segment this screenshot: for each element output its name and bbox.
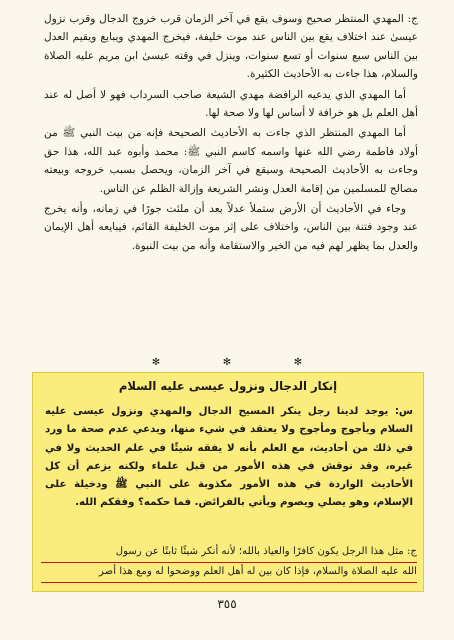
- section-separator: [150, 357, 304, 368]
- answer-line: ج: مثل هذا الرجل يكون كافرًا والعياذ بالله؛ لأنه أنكر شيئًا ثابتًا عن رسول: [41, 543, 417, 563]
- answer-line: الله عليه الصلاة والسلام، فإذا كان بين له أهل العلم ووضحوا له ومع هذا أصر: [41, 563, 417, 583]
- paragraph: وجاء في الأحاديث أن الأرض ستملأ عدلاً بعد أن ملئت جورًا في زمانه، وأنه يخرج عند وجود فتنة بين الناس، واختلاف على إثر موت الخليفة القائم، فيبايعه أهل الإيمان والعدل بما يظهر لهم فيه من الخير والاستقامة وأنه من بيت النبوة.: [44, 203, 418, 252]
- asterism-icon: ✻: [222, 357, 232, 368]
- section-title: إنكار الدجال ونزول عيسى عليه السلام: [118, 379, 338, 393]
- asterism-icon: ✻: [151, 357, 161, 368]
- paragraph: أما المهدي الذي يدعيه الرافضة مهدي الشيعة صاحب السرداب فهو لا أصل له عند أهل العلم بل هو خرافة لا أساس لها ولا صحة لها.: [44, 88, 418, 120]
- question-text: س: يوجد لدينا رجل ينكر المسيح الدجال والمهدي ونزول عيسى عليه السلام ويأجوج ومأجوج ولا يعتقد في شيء منها، ويدعي عدم صحة ما ورد في ذلك من أحاديث، مع العلم بأنه لا يفقه شيئًا في علم الحديث ولا في غيره، وقد نوقش في هذه الأمور من قبل علماء ولكنه يزعم أن كل الأحاديث الواردة في هذه الأمور مكذوبة على النبي ﷺ ودخيلة على الإسلام، وهو يصلي ويصوم ويأتي بالفرائض. فما حكمه؟ وفقكم الله.: [45, 406, 413, 509]
- paragraph: أما المهدي المنتظر الذي جاءت به الأحاديث الصحيحة فإنه من بيت النبي ﷺ من أولاد فاطمة رضي الله عنها واسمه كاسم النبي ﷺ: محمد وأبوه عبد الله، هذا حق وجاءت به الأحاديث الصحيحة وسيقع في آخر الزمان، ويحصل بسبب خروجه وبيعته مصالح للمسلمين من إقامة العدل ونشر الشريعة وإزالة الظلم عن الناس.: [44, 127, 418, 195]
- answer-text: [41, 543, 417, 583]
- body-text: [44, 10, 418, 257]
- highlighted-fatwa-box: [32, 372, 424, 592]
- paragraph: ج: المهدي المنتظر صحيح وسوف يقع في آخر الزمان قرب خروج الدجال وقرب نزول عيسىٰ عند اختلاف يقع بين الناس عند موت خليفة، فيخرج المهدي ويبايع ويقيم العدل بين الناس سبع سنوات أو تسع سنوات، وينزل في وقته عيسىٰ ابن مريم عليه الصلاة والسلام، هذا جاءت به الأحاديث الكثيرة.: [44, 13, 418, 81]
- asterism-icon: ✻: [293, 357, 303, 368]
- page-number: ٣٥٥: [217, 597, 237, 611]
